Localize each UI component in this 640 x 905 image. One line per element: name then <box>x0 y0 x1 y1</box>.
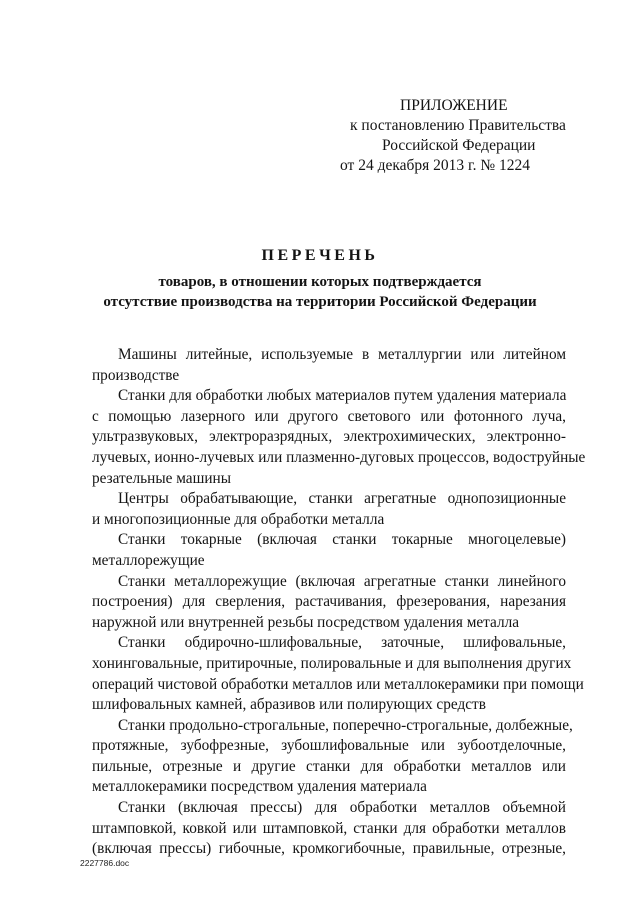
paragraph-line: и многопозиционные для обработки металла <box>92 510 385 528</box>
paragraph-line: с помощью лазерного или другого светового или фотонного луча, <box>92 407 566 425</box>
paragraph-line: металлорежущие <box>92 551 205 569</box>
list-item <box>92 345 566 386</box>
list-item <box>92 798 566 860</box>
document-subtitle <box>0 272 640 312</box>
paragraph-line: штамповкой, ковкой или штамповкой, станки для обработки металлов <box>92 819 566 837</box>
paragraph-line: шлифовальных камней, абразивов или полирующих средств <box>92 696 486 714</box>
appendix-header <box>340 96 580 176</box>
appendix-label: ПРИЛОЖЕНИЕ <box>400 97 508 114</box>
file-name-footer: 2227786.doc <box>80 858 130 868</box>
paragraph-line: резательные машины <box>92 469 232 487</box>
appendix-decree-line: к постановлению Правительства <box>350 117 566 134</box>
list-item <box>92 386 586 489</box>
paragraph-line: Машины литейные, используемые в металлургии или литейном <box>118 346 566 363</box>
subtitle-line: отсутствие производства на территории Российской Федерации <box>103 294 537 310</box>
paragraph-line: протяжные, зубофрезные, зубошлифовальные или зубоотделочные, <box>92 737 566 755</box>
paragraph-line: производстве <box>92 366 180 384</box>
paragraph-line: построения) для сверления, растачивания, фрезерования, нарезания <box>92 593 566 611</box>
paragraph-line: Станки токарные (включая станки токарные многоцелевые) <box>118 531 566 549</box>
list-item <box>92 572 566 634</box>
paragraph-line: пильные, отрезные и другие станки для обработки металлов или <box>92 757 566 775</box>
list-item <box>92 716 573 798</box>
list-item <box>92 633 584 715</box>
paragraph-line: Станки металлорежущие (включая агрегатные станки линейного <box>118 572 566 590</box>
paragraph-line: наружной или внутренней резьбы посредством удаления металла <box>92 613 520 631</box>
paragraph-line: лучевых, ионно-лучевых или плазменно-дуговых процессов, водоструйные <box>92 448 586 466</box>
appendix-date-number-line: от 24 декабря 2013 г. № 1224 <box>340 157 531 174</box>
paragraph-line: Станки обдирочно-шлифовальные, заточные, шлифовальные, <box>118 634 566 652</box>
paragraph-line: Станки для обработки любых материалов путем удаления материала <box>118 387 567 405</box>
subtitle-line: товаров, в отношении которых подтверждается <box>158 274 482 290</box>
paragraph-line: (включая прессы) гибочные, кромкогибочные, правильные, отрезные, <box>92 840 566 858</box>
paragraph-line: ультразвуковых, электроразрядных, электрохимических, электронно- <box>92 428 566 446</box>
list-item <box>92 530 566 571</box>
document-title: ПЕРЕЧЕНЬ <box>261 247 379 264</box>
paragraph-line: операций чистовой обработки металлов или металлокерамики при помощи <box>92 675 584 693</box>
appendix-federation-line: Российской Федерации <box>382 137 536 154</box>
paragraph-line: Центры обрабатывающие, станки агрегатные однопозиционные <box>118 490 566 508</box>
paragraph-line: Станки продольно-строгальные, поперечно-строгальные, долбежные, <box>118 716 573 734</box>
paragraph-line: металлокерамики посредством удаления материала <box>92 778 427 796</box>
list-item <box>92 489 566 530</box>
document-body <box>92 345 586 860</box>
paragraph-line: Станки (включая прессы) для обработки металлов объемной <box>118 799 566 817</box>
paragraph-line: хонинговальные, притирочные, полировальные и для выполнения других <box>92 654 572 672</box>
